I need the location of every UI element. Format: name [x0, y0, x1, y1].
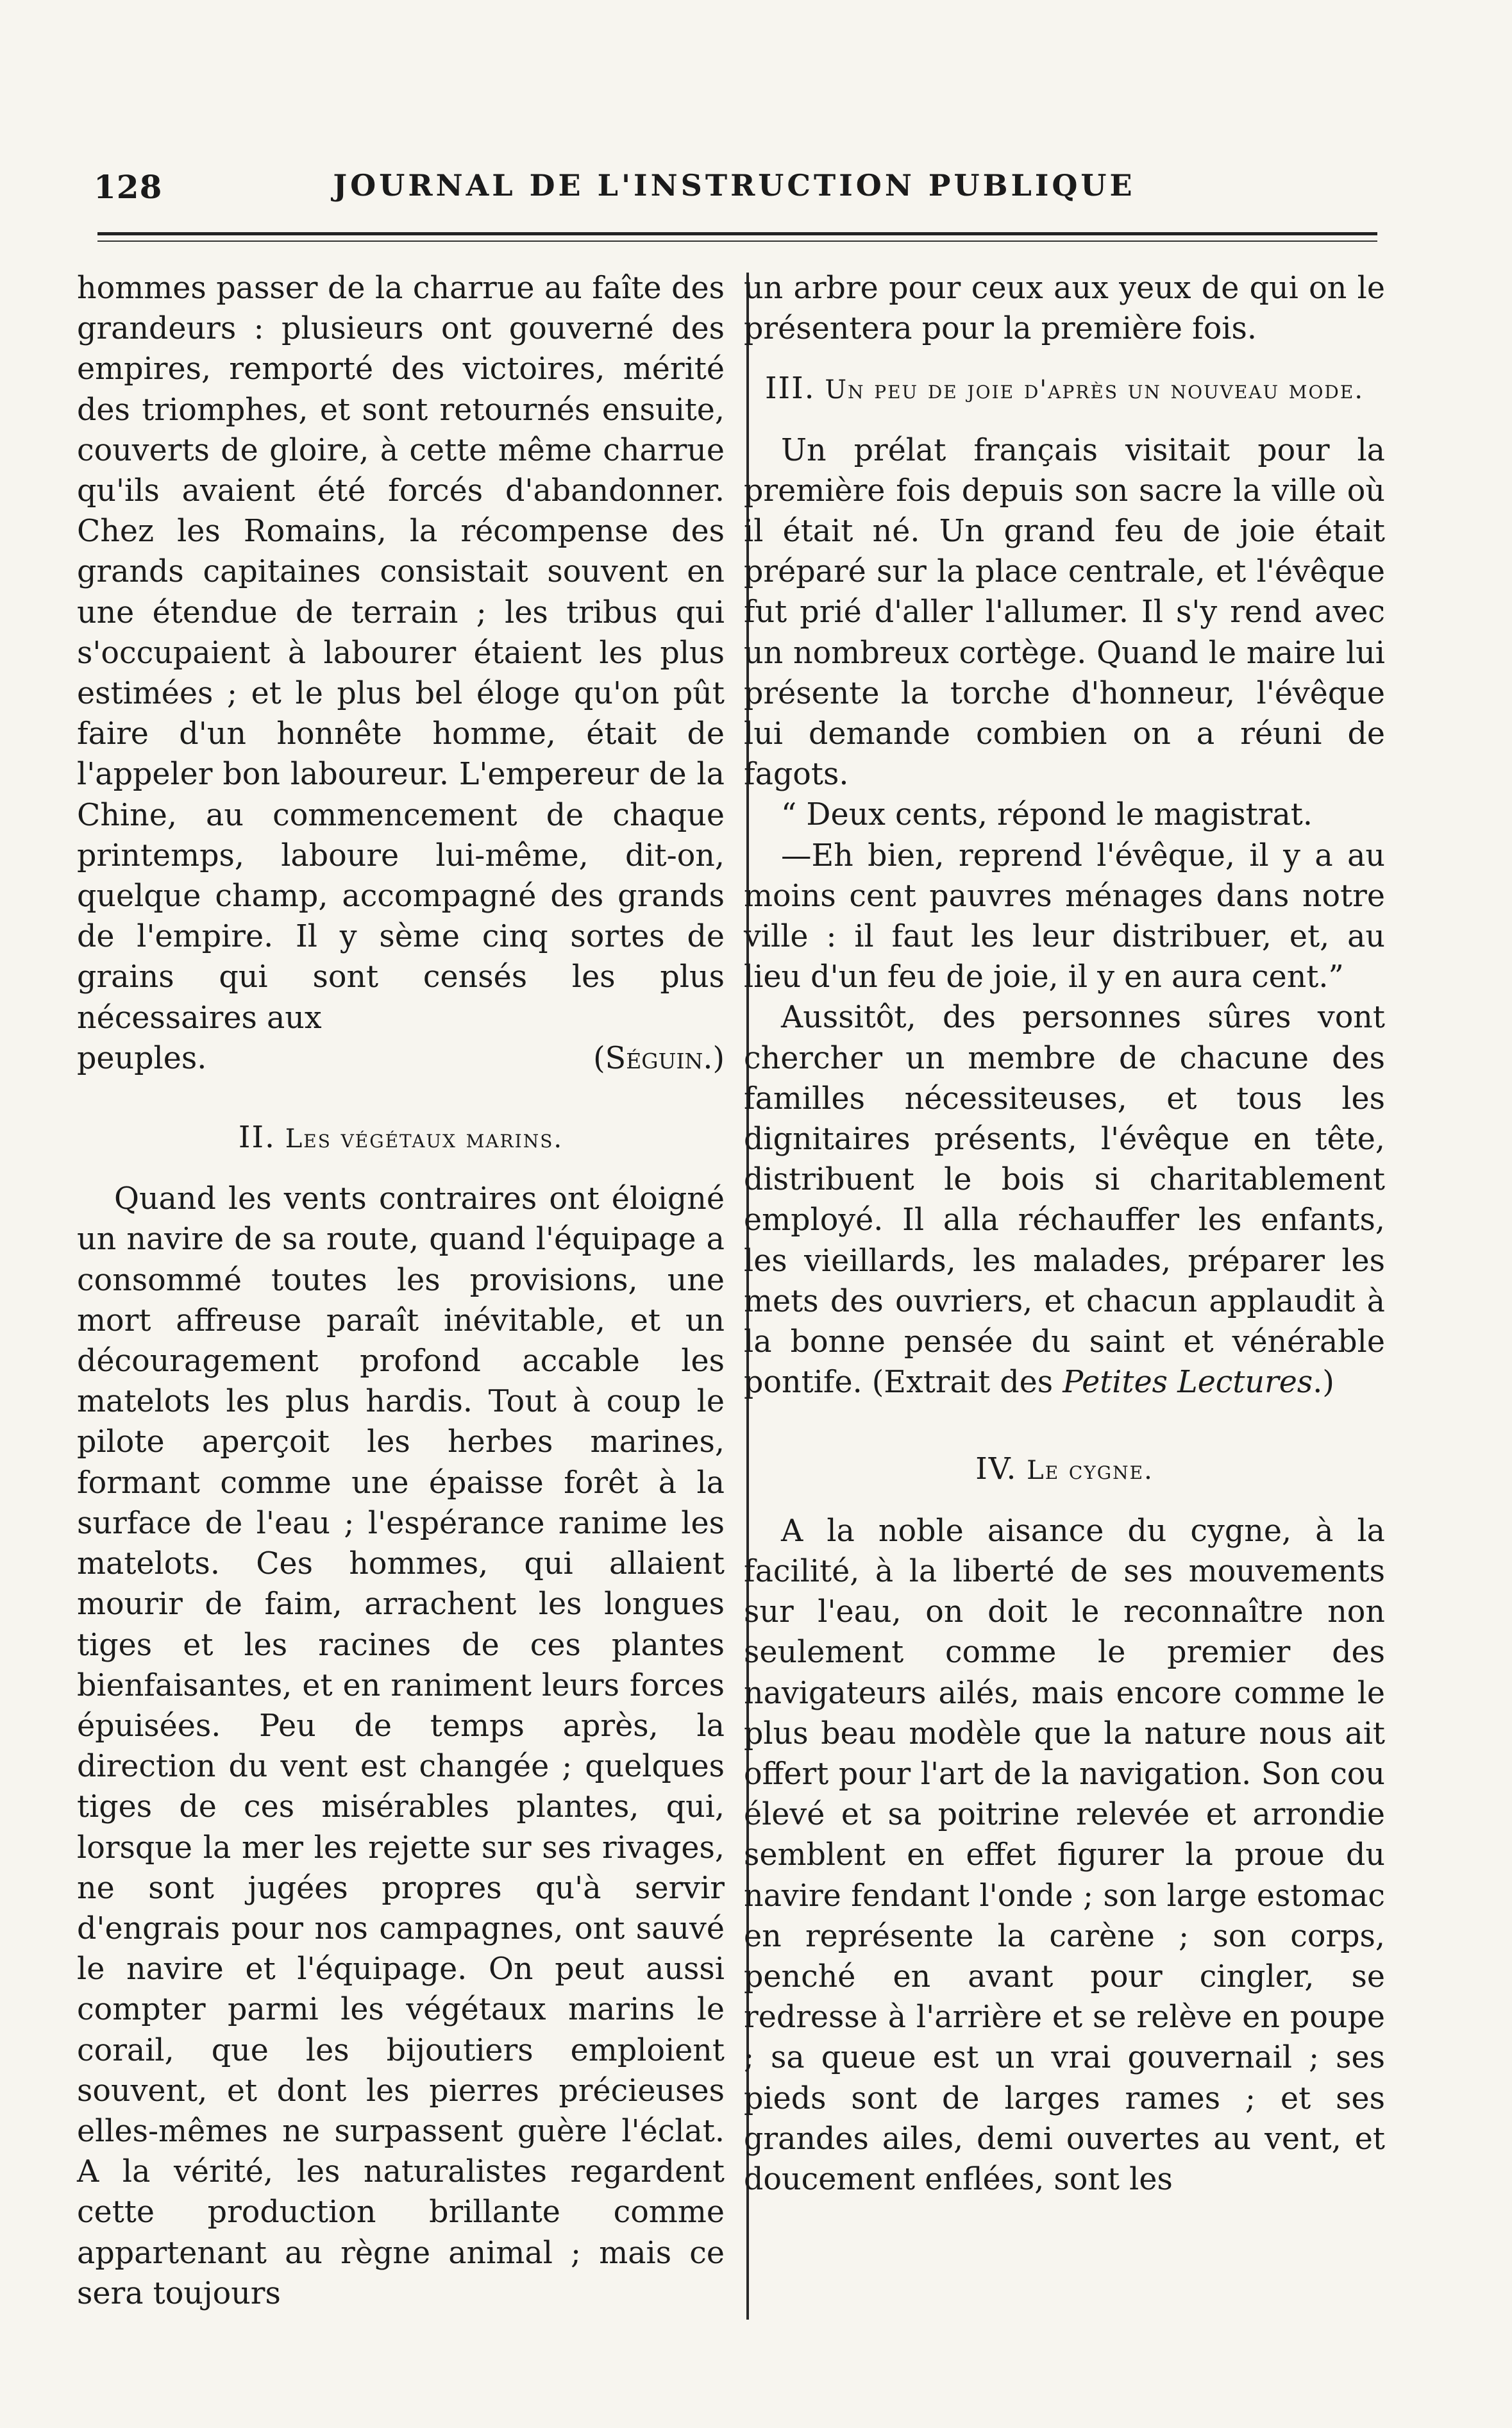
page-number: 128 — [94, 168, 163, 206]
paragraph-cygne: A la noble aisance du cygne, à la facilité, à la liberté de ses mouvements sur l'eau, on doit le reconnaître non seulement comme le premier des navigateurs ailés, mais encore comme le plus beau modèle que la nature nous ait offert pour l'art de la navigation. Son cou élevé et sa poitrine relevée et arrondie semblent en effet figurer la proue du navire fendant l'onde ; son large estomac en représente la carène ; son corps, penché en avant pour cingler, se redresse à l'arrière et se relève en poupe ; sa queue est un vrai gouvernail ; ses pieds sont de larges rames ; et ses grandes ailes, demi ouvertes au vent, et doucement enflées, sont les — [744, 1513, 1385, 2197]
paragraph-quote-1: “ Deux cents, répond le magistrat. — [781, 797, 1313, 833]
section-title-2: Les végétaux marins. — [285, 1124, 564, 1154]
left-column — [77, 268, 725, 2314]
section-title-4: Le cygne. — [1027, 1456, 1154, 1486]
author-credit: (Séguin.) — [593, 1040, 725, 1076]
signature-line-text: peuples. — [77, 1040, 207, 1076]
paragraph-aussitot-text: Aussitôt, des personnes sûres vont chercher un membre de chacune des familles nécessiteuses, et tous les dignitaires présents, l'évêque en tête, distribuent le bois si charitablement employé. Il alla réchauffer les enfants, les vieillards, les malades, préparer les mets des ouvriers, et chacun applaudit à la bonne pensée du saint et vénérable pontife. (Extrait des — [744, 1000, 1385, 1401]
section-number-3: III. — [764, 371, 816, 407]
paragraph-prelat: Un prélat français visitait pour la première fois depuis son sacre la ville où il était né. Un grand feu de joie était préparé sur la place centrale, et l'évêque fut prié d'aller l'allumer. Il s'y rend avec un nombreux cortège. Quand le maire lui présente la torche d'honneur, l'évêque lui demande combien on a réuni de fagots. — [744, 432, 1385, 793]
journal-title: JOURNAL DE L'INSTRUCTION PUBLIQUE — [333, 168, 1136, 203]
article-continuation: hommes passer de la charrue au faîte des grandeurs : plusieurs ont gouverné des empires, remporté des victoires, mérité des triomphes, et sont retournés ensuite, couverts de gloire, à cette même charrue qu'ils avaient été forcés d'abandonner. Chez les Romains, la récompense des grands capitaines consistait souvent en une étendue de terrain ; les tribus qui s'occupaient à labourer étaient les plus estimées ; et le plus bel éloge qu'on pût faire d'un honnête homme, était de l'appeler bon laboureur. L'empereur de la Chine, au commencement de chaque printemps, laboure lui-même, dit-on, quelque champ, accompagné des grands de l'empire. Il y sème cinq sortes de grains qui sont censés les plus nécessaires aux — [77, 271, 725, 1036]
header-rule-thick — [97, 232, 1377, 235]
paragraph-quote-2: —Eh bien, reprend l'évêque, il y a au moins cent pauvres ménages dans notre ville : il faut les leur distribuer, et, au lieu d'un feu de joie, il y en aura cent.” — [744, 838, 1385, 995]
signature-line — [77, 1038, 725, 1079]
section-title-3: Un peu de joie d'après un nouveau mode. — [825, 375, 1365, 405]
paragraph-continuation: un arbre pour ceux aux yeux de qui on le présentera pour la première fois. — [744, 271, 1385, 347]
section-heading-4 — [744, 1449, 1385, 1491]
section-number-2: II. — [238, 1120, 276, 1156]
section-heading-2 — [77, 1117, 725, 1159]
paragraph-aussitot — [744, 997, 1385, 1403]
header-rule-thin — [97, 240, 1377, 242]
source-close: .) — [1313, 1365, 1334, 1401]
page-header — [83, 168, 1385, 219]
source-title: Petites Lectures — [1063, 1365, 1313, 1401]
right-column — [744, 268, 1385, 2200]
section-number-4: IV. — [975, 1451, 1018, 1487]
section-heading-3 — [744, 368, 1385, 410]
paragraph-vegetaux: Quand les vents contraires ont éloigné un navire de sa route, quand l'équipage a consommé toutes les provisions, une mort affreuse paraît inévitable, et un découragement profond accable les matelots les plus hardis. Tout à coup le pilote aperçoit les herbes marines, formant comme une épaisse forêt à la surface de l'eau ; l'espérance ranime les matelots. Ces hommes, qui allaient mourir de faim, arrachent les longues tiges et les racines de ces plantes bienfaisantes, et en raniment leurs forces épuisées. Peu de temps après, la direction du vent est changée ; quelques tiges de ces misérables plantes, qui, lorsque la mer les rejette sur ses rivages, ne sont jugées propres qu'à servir d'engrais pour nos campagnes, ont sauvé le navire et l'équipage. On peut aussi compter parmi les végétaux marins le corail, que les bijoutiers emploient souvent, et dont les pierres précieuses elles-mêmes ne surpassent guère l'éclat. A la vérité, les naturalistes regardent cette production brillante comme appartenant au règne animal ; mais ce sera toujours — [77, 1181, 725, 2311]
